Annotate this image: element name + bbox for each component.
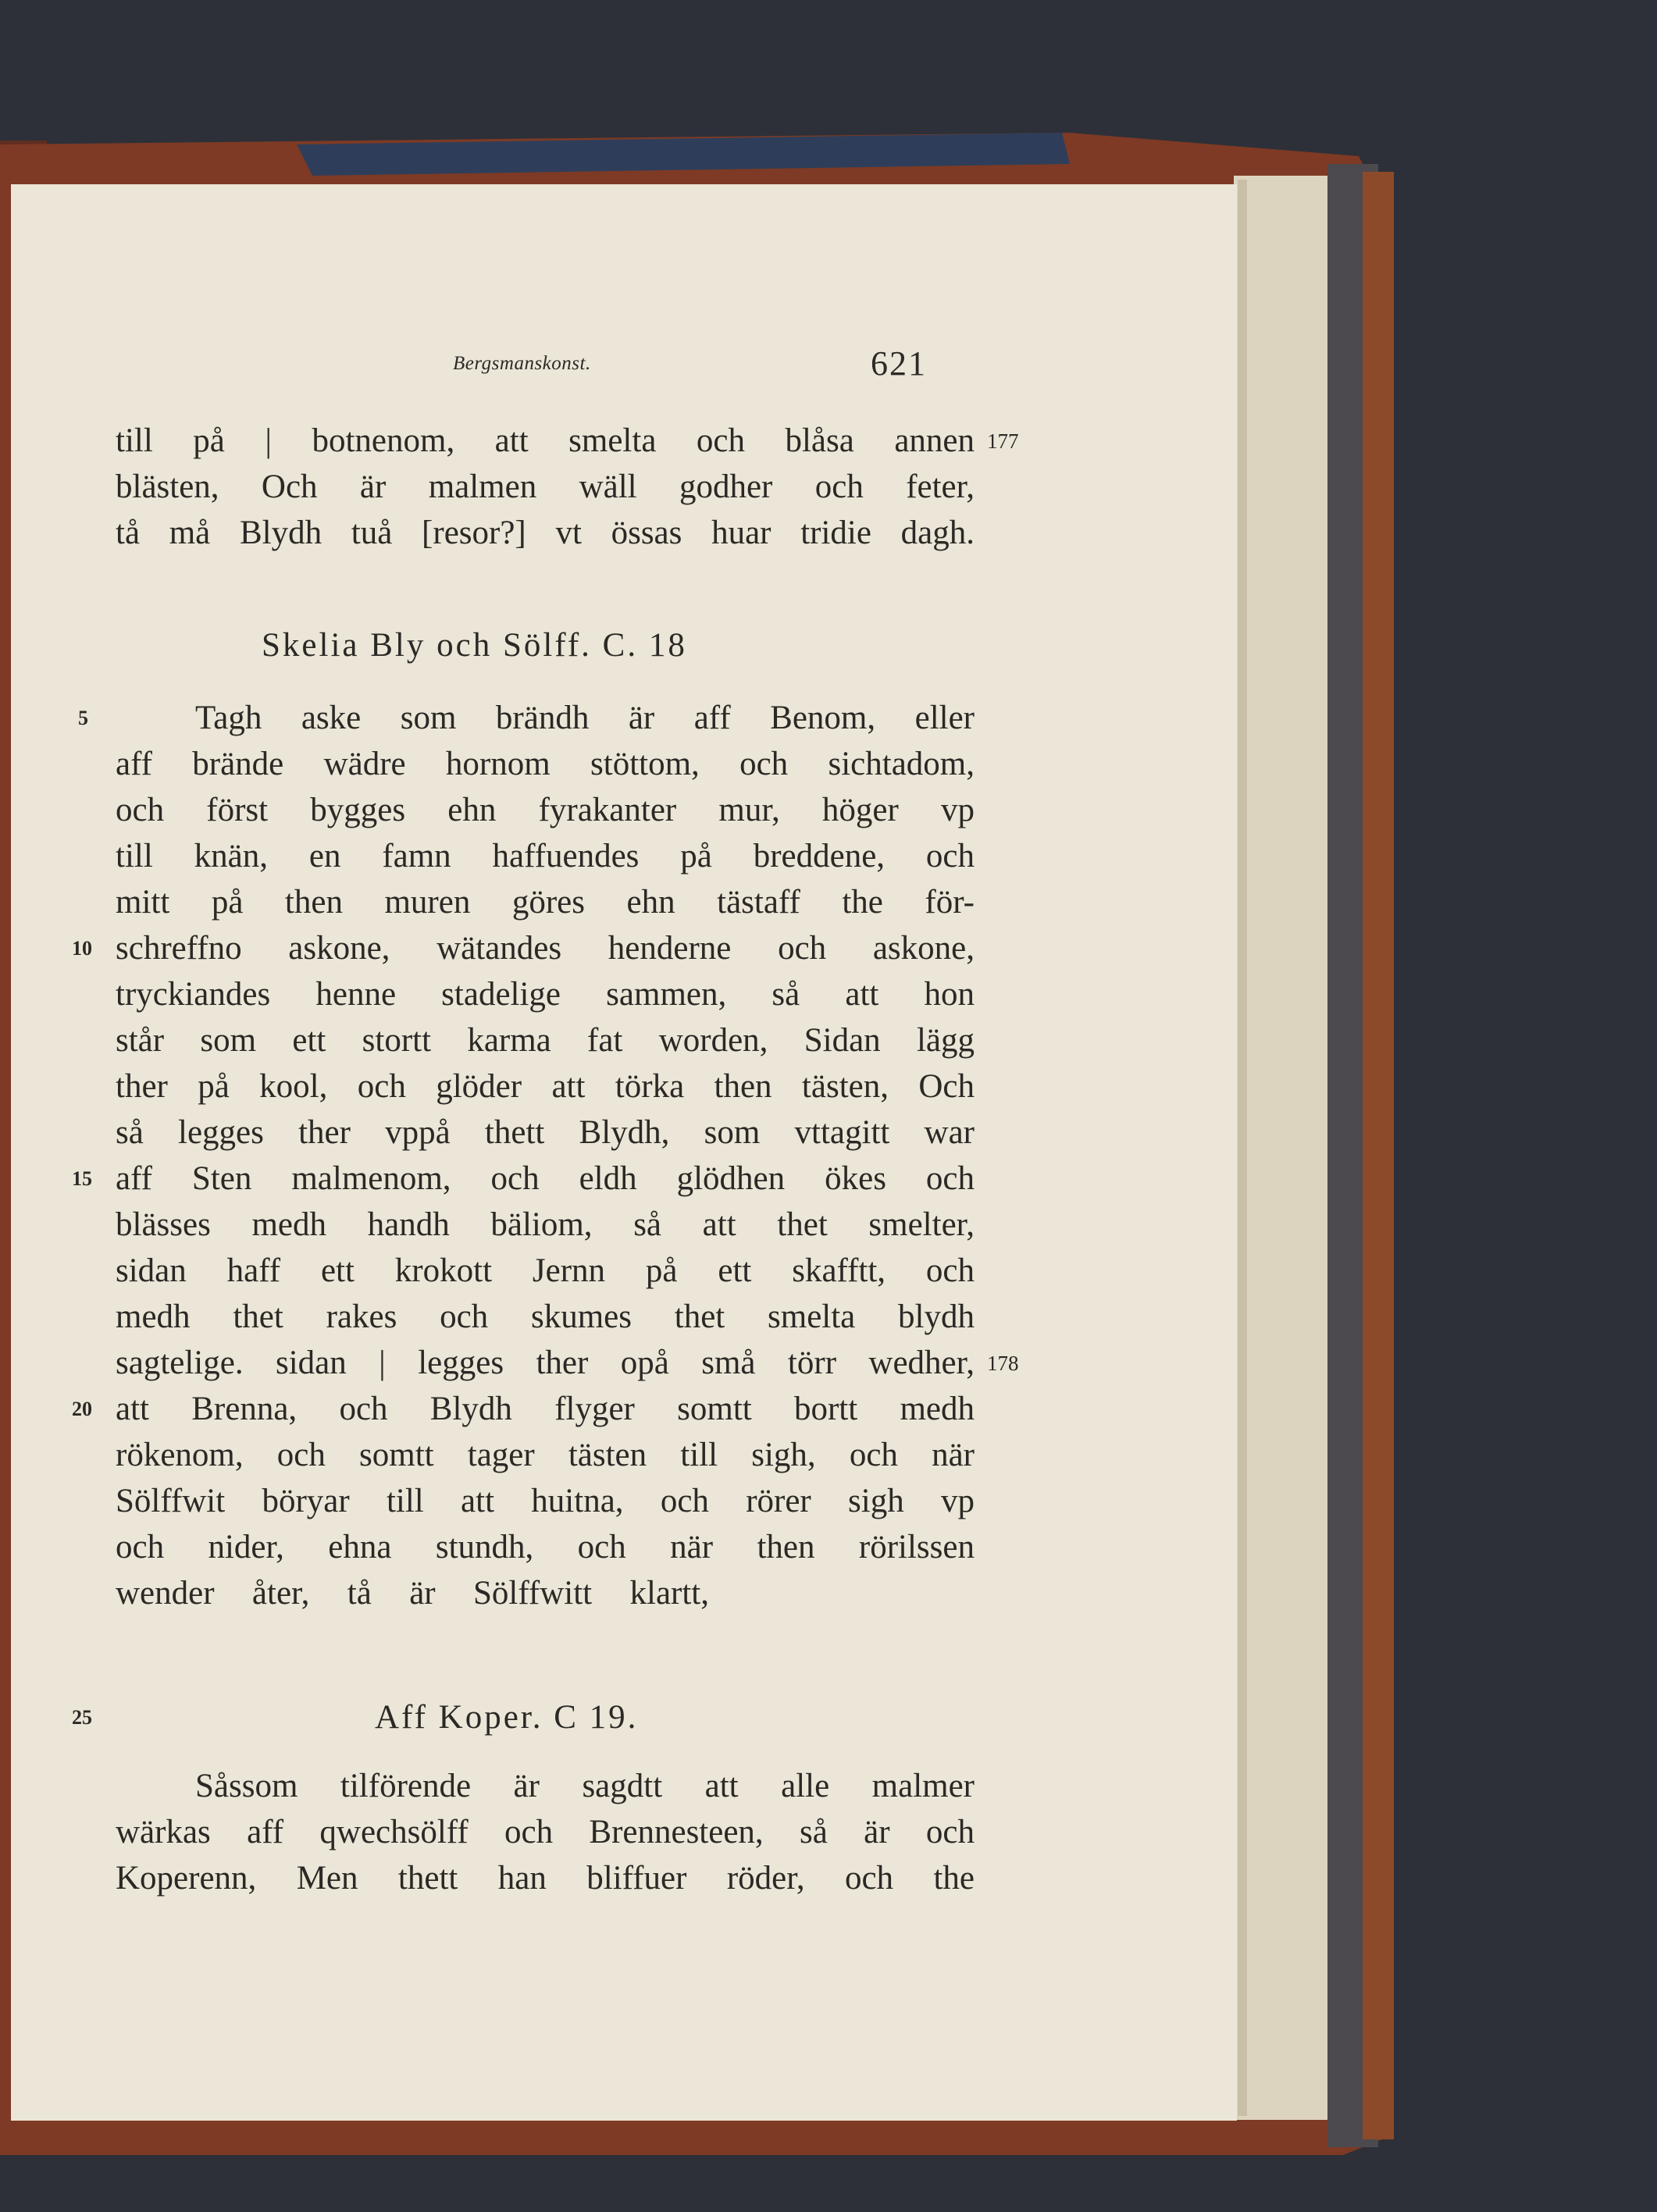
line-number: 25: [72, 1706, 92, 1729]
text-line: aff Sten malmenom, och eldh glödhen ökes och: [116, 1160, 975, 1197]
text-line: blässes medh handh bäliom, så att thet smelter,: [116, 1206, 975, 1243]
text-line: wender åter, tå är Sölffwitt klartt,: [116, 1575, 709, 1612]
margin-reference: 177: [987, 429, 1019, 453]
margin-reference: 178: [987, 1352, 1019, 1375]
line-number: 10: [72, 937, 92, 960]
text-line: Såssom tilförende är sagdtt att alle malmer: [195, 1768, 975, 1804]
text-line: aff brände wädre hornom stöttom, och sichtadom,: [116, 746, 975, 782]
text-line: så legges ther vppå thett Blydh, som vttagitt war: [116, 1114, 975, 1151]
text-line: rökenom, och somtt tager tästen till sigh, och när: [116, 1437, 975, 1473]
text-line: till knän, en famn haffuendes på breddene, och: [116, 838, 975, 874]
text-line: medh thet rakes och skumes thet smelta blydh: [116, 1298, 975, 1335]
text-line: sidan haff ett krokott Jernn på ett skafftt, och: [116, 1252, 975, 1289]
text-line: wärkas aff qwechsölff och Brennesteen, så är och: [116, 1814, 975, 1850]
text-line: står som ett stortt karma fat worden, Sidan lägg: [116, 1022, 975, 1059]
book-leather-edge: [1363, 172, 1394, 2139]
line-number: 5: [78, 707, 88, 729]
line-number: 15: [72, 1167, 92, 1190]
page-stack-shade: [1238, 180, 1247, 2116]
line-number: 20: [72, 1398, 92, 1420]
text-line: tryckiandes henne stadelige sammen, så att hon: [116, 976, 975, 1013]
text-line: Sölffwit böryar till att huitna, och rörer sigh vp: [116, 1483, 975, 1519]
text-line: och nider, ehna stundh, och när then rörilssen: [116, 1529, 975, 1565]
text-line: till på | botnenom, att smelta och blåsa annen: [116, 422, 975, 459]
text-line: mitt på then muren göres ehn tästaff the för-: [116, 884, 975, 921]
text-line: att Brenna, och Blydh flyger somtt bortt medh: [116, 1391, 975, 1427]
section-heading: Skelia Bly och Sölff. C. 18: [262, 627, 687, 664]
section-heading: Aff Koper. C 19.: [375, 1699, 639, 1736]
page-header: [0, 344, 1657, 398]
page-number: 621: [871, 344, 927, 383]
page-stack-edge: [1234, 176, 1327, 2120]
text-line: blästen, Och är malmen wäll godher och feter,: [116, 468, 975, 505]
text-line: schreffno askone, wätandes henderne och askone,: [116, 930, 975, 967]
text-line: tå må Blydh tuå [resor?] vt össas huar tridie dagh.: [116, 515, 975, 551]
text-line: och först bygges ehn fyrakanter mur, höger vp: [116, 792, 975, 828]
text-line: sagtelige. sidan | legges ther opå små törr wedher,: [116, 1345, 975, 1381]
text-line: Tagh aske som brändh är aff Benom, eller: [195, 700, 975, 736]
running-head: Bergsmanskonst.: [453, 353, 591, 374]
text-line: ther på kool, och glöder att törka then tästen, Och: [116, 1068, 975, 1105]
text-line: Koperenn, Men thett han bliffuer röder, och the: [116, 1860, 975, 1897]
